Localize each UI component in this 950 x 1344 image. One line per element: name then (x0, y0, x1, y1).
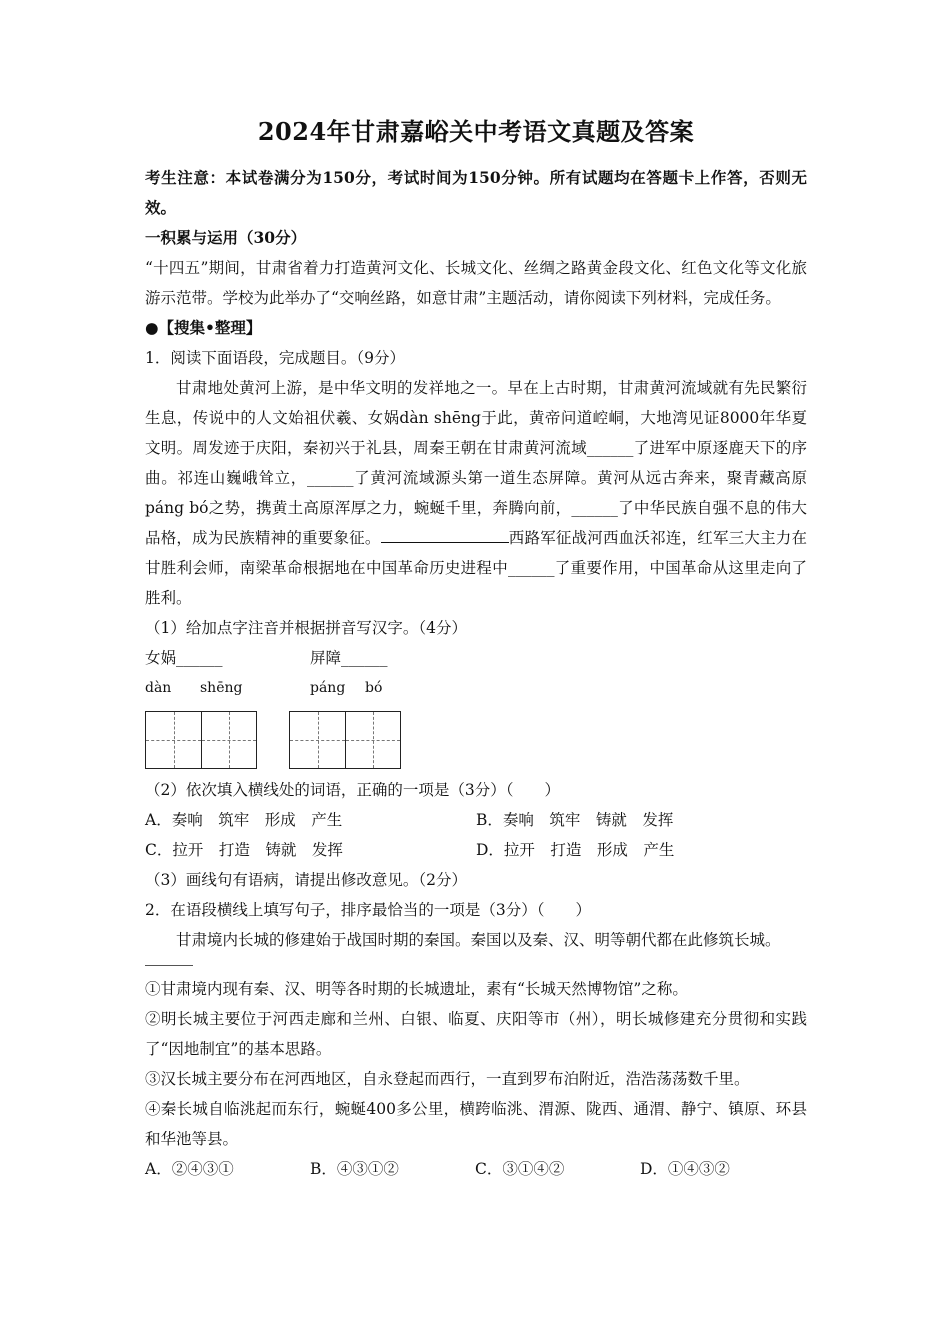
option-b: B．④③①② (310, 1160, 399, 1178)
question-1-stem: 1．阅读下面语段，完成题目。（9分） (145, 349, 405, 367)
option-c: C．拉开 打造 铸就 发挥 (145, 841, 343, 859)
pinyin-pang: páng (310, 680, 346, 696)
question-1-sub-3: （3）画线句有语病，请提出修改意见。（2分） (145, 871, 467, 889)
sentence-4: ④秦长城自临洮起而东行，蜿蜒400多公里，横跨临洮、渭源、陇西、通渭、静宁、镇原、环县和华池等县。 (145, 1100, 807, 1148)
option-d: D．拉开 打造 形成 产生 (476, 841, 675, 859)
options-row-1 (145, 805, 807, 835)
question-1-sub-2: （2）依次填入横线处的词语，正确的一项是（3分）（ ） (145, 781, 560, 799)
question-2-passage: 甘肃境内长城的修建始于战国时期的秦国。秦国以及秦、汉、明等朝代都在此修筑长城。 (176, 931, 781, 949)
question-1-passage (145, 373, 807, 613)
sentence-3: ③汉长城主要分布在河西地区，自永登起而西行，一直到罗布泊附近，浩浩荡荡数千里。 (145, 1070, 750, 1088)
pinyin-dan: dàn (145, 680, 172, 696)
word-pingzhang: 屏障______ (310, 649, 388, 667)
option-c: C．③①④② (475, 1160, 565, 1178)
passage-text-continued: 西路军征战河西血沃祁连，红军三大主力在甘胜利会师，南梁革命根据地在中国革命历史进程中______了重要作用，中国革命从这里走向了胜利。 (145, 529, 807, 607)
subsection-heading: ●【搜集•整理】 (145, 318, 262, 337)
underlined-sentence-blank (381, 528, 509, 543)
word-nvwa: 女娲______ (145, 649, 223, 667)
grid-cell[interactable] (201, 712, 256, 768)
grid-cell[interactable] (290, 712, 345, 768)
pinyin-bo: bó (365, 680, 383, 696)
writing-grid-1[interactable] (145, 711, 257, 769)
section-heading: 一积累与运用（30分） (145, 228, 307, 247)
grid-spacer (257, 711, 289, 769)
option-a: A．②④③① (145, 1160, 234, 1178)
options-row-2 (145, 835, 807, 865)
pinyin-sheng: shēng (200, 680, 243, 696)
option-a: A．奏响 筑牢 形成 产生 (145, 811, 343, 829)
pinyin-row (145, 673, 807, 703)
grid-cell[interactable] (345, 712, 400, 768)
writing-grid-2[interactable] (289, 711, 401, 769)
intro-paragraph: “十四五”期间，甘肃省着力打造黄河文化、长城文化、丝绸之路黄金段文化、红色文化等文化旅游示范带。学校为此举办了“交响丝路，如意甘肃”主题活动，请你阅读下列材料，完成任务。 (145, 259, 807, 307)
sentence-1: ①甘肃境内现有秦、汉、明等各时期的长城遗址，素有“长城天然博物馆”之称。 (145, 980, 688, 998)
option-d: D．①④③② (640, 1160, 730, 1178)
question-1-sub-1: （1）给加点字注音并根据拼音写汉字。（4分） (145, 619, 467, 637)
passage-text: 甘肃地处黄河上游，是中华文明的发祥地之一。早在上古时期，甘肃黄河流域就有先民繁衍生息，传说中的人文始祖伏羲、女娲dàn shēng于此，黄帝问道崆峒，大地湾见证8000年华夏文明。周发迹于庆阳，秦初兴于礼县，周秦王朝在甘肃黄河流域______了进军中原逐鹿天下的序曲。祁连山巍峨耸立，______了黄河流域源头第一道生态屏障。黄河从远古奔来，聚青藏高原páng bó之势，携黄土高原浑厚之力，蜿蜒千里，奔腾向前，______了中华民族自强不息的伟大品格，成为民族精神的重要象征。 (145, 379, 807, 547)
option-b: B．奏响 筑牢 铸就 发挥 (476, 811, 674, 829)
fill-blank-line (145, 965, 193, 966)
exam-page (145, 112, 807, 1184)
word-fill-row (145, 643, 807, 673)
question-2-options (145, 1154, 807, 1184)
writing-grid-area (145, 711, 807, 769)
sentence-2: ②明长城主要位于河西走廊和兰州、白银、临夏、庆阳等市（州），明长城修建充分贯彻和实践了“因地制宜”的基本思路。 (145, 1010, 807, 1058)
exam-notice: 考生注意：本试卷满分为150分，考试时间为150分钟。所有试题均在答题卡上作答，否则无效。 (145, 168, 807, 217)
question-2-stem: 2．在语段横线上填写句子，排序最恰当的一项是（3分）（ ） (145, 901, 591, 919)
grid-cell[interactable] (146, 712, 201, 768)
page-title: 2024年甘肃嘉峪关中考语文真题及答案 (257, 117, 695, 146)
